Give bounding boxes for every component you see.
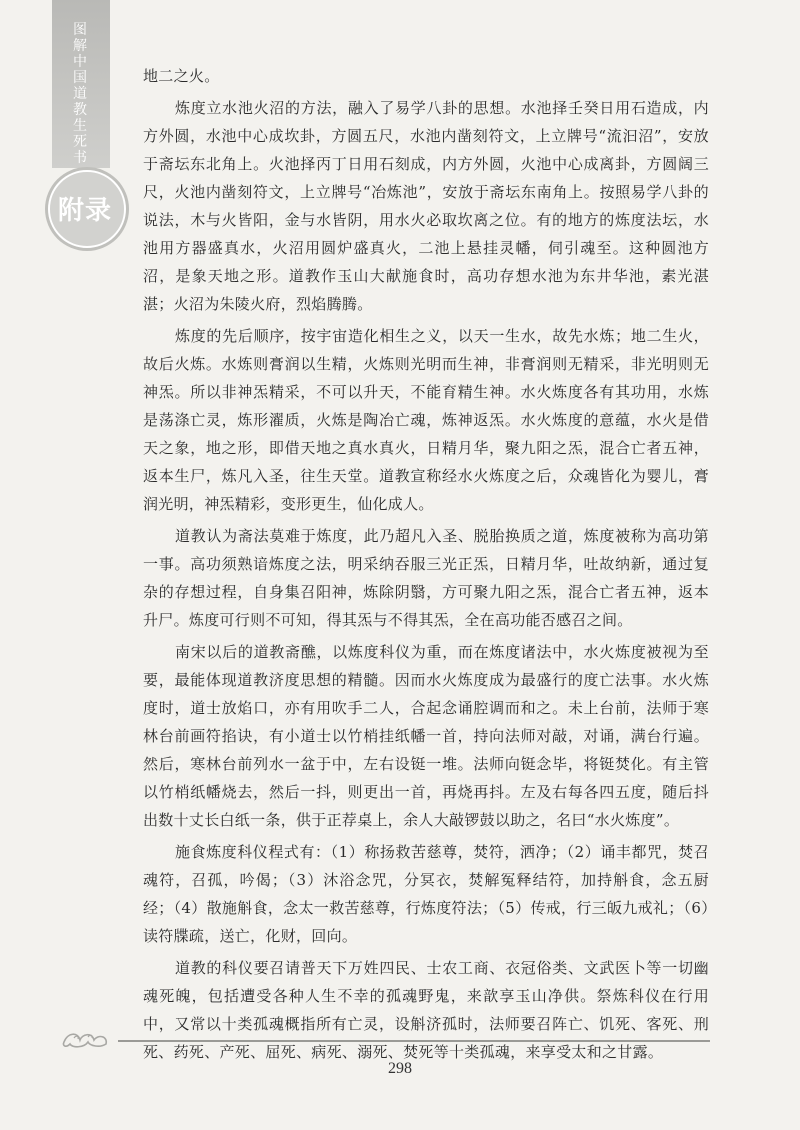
paragraph: 道教的科仪要召请普天下万姓四民、士农工商、衣冠俗类、文武医卜等一切幽魂死魄，包括遭受各种人生不幸的孤魂野鬼，来歆享玉山净供。祭炼科仪在行用中，又常以十类孤魂概指所有亡灵，设斛济孤时，法师要召阵亡、饥死、客死、刑死、药死、产死、屈死、病死、溺死、焚死等十类孤魂，来享受太和之甘露。 [143, 959, 709, 1061]
paragraph: 南宋以后的道教斋醮，以炼度科仪为重，而在炼度诸法中，水火炼度被视为至要，最能体现道教济度思想的精髓。因而水火炼度成为最盛行的度亡法事。水火炼度时，道士放焰口，亦有用吹手二人，合起念诵腔调而和之。未上台前，法师于寒林台前画符掐诀，有小道士以竹梢挂纸幡一首，持向法师对敲，对诵，满台行遍。然后，寒林台前列水一盆于中，左右设铤一堆。法师向铤念毕，将铤焚化。有主管以竹梢纸幡烧去，然后一抖，则更出一首，再烧再抖。左及右每各四五度，随后抖出数十丈长白纸一条，供于正荐桌上，余人大敲锣鼓以助之，名曰“水火炼度”。 [143, 643, 709, 829]
cloud-ornament-icon [60, 1022, 130, 1052]
paragraph: 炼度的先后顺序，按宇宙造化相生之义，以天一生水，故先水炼；地二生火，故后火炼。水炼则膏润以生精，火炼则光明而生神，非膏润则无精采，非光明则无神炁。所以非神炁精采，不可以升天，不能育精生神。水火炼度各有其功用，水炼是荡涤亡灵，炼形濯质，火炼是陶冶亡魂，炼神返炁。水火炼度的意蕴，水火是借天之象，地之形，即借天地之真水真火，日精月华，聚九阳之炁，混合亡者五神，返本生尸，炼凡入圣，往生天堂。道教宣称经水火炼度之后，众魂皆化为婴儿，膏润光明，神炁精彩，变形更生，仙化成人。 [143, 327, 709, 513]
page-number: 298 [388, 1060, 412, 1077]
section-label: 附录 [57, 196, 112, 226]
sidebar-tab [18, 0, 110, 255]
paragraph: 地二之火。 [143, 67, 220, 85]
paragraph: 炼度立水池火沼的方法，融入了易学八卦的思想。水池择壬癸日用石造成，内方外圆，水池中心成坎卦，方圆五尺，水池内凿刻符文，上立牌号“流汩沼”，安放于斋坛东北角上。火池择丙丁日用石刻成，内方外圆，火池中心成离卦，方圆阔三尺，火池内凿刻符文，上立牌号“冶炼池”，安放于斋坛东南角上。按照易学八卦的说法，木与火皆阳，金与水皆阴，用水火必取坎离之位。有的地方的炼度法坛，水池用方器盛真水，火沼用圆炉盛真火，二池上悬挂灵幡，伺引魂至。这种圆池方沼，是象天地之形。道教作玉山大献施食时，高功存想水池为东井华池，素光湛湛；火沼为朱陵火府，烈焰腾腾。 [143, 99, 709, 313]
book-title: 图解中国道教生死书 [73, 22, 87, 166]
paragraph: 施食炼度科仪程式有：（1）称扬救苦慈尊，焚符，洒净；（2）诵丰都咒，焚召魂符，召孤，吟偈；（3）沐浴念咒，分冥衣，焚解冤释结符，加持斛食，念五厨经；（4）散施斛食，念太一救苦慈尊，行炼度符法；（5）传戒，行三皈九戒礼；（6）读符牒疏，送亡，化财，回向。 [143, 843, 709, 945]
paragraph: 道教认为斋法莫难于炼度，此乃超凡入圣、脱胎换质之道，炼度被称为高功第一事。高功须熟谙炼度之法，明采纳吞服三光正炁，日精月华，吐故纳新，通过复杂的存想过程，自身集召阳神，炼除阴翳，方可聚九阳之炁，混合亡者五神，返本升尸。炼度可行则不可知，得其炁与不得其炁，全在高功能否感召之间。 [143, 527, 709, 629]
footer-rule [118, 1040, 710, 1042]
page-body [143, 62, 709, 1070]
